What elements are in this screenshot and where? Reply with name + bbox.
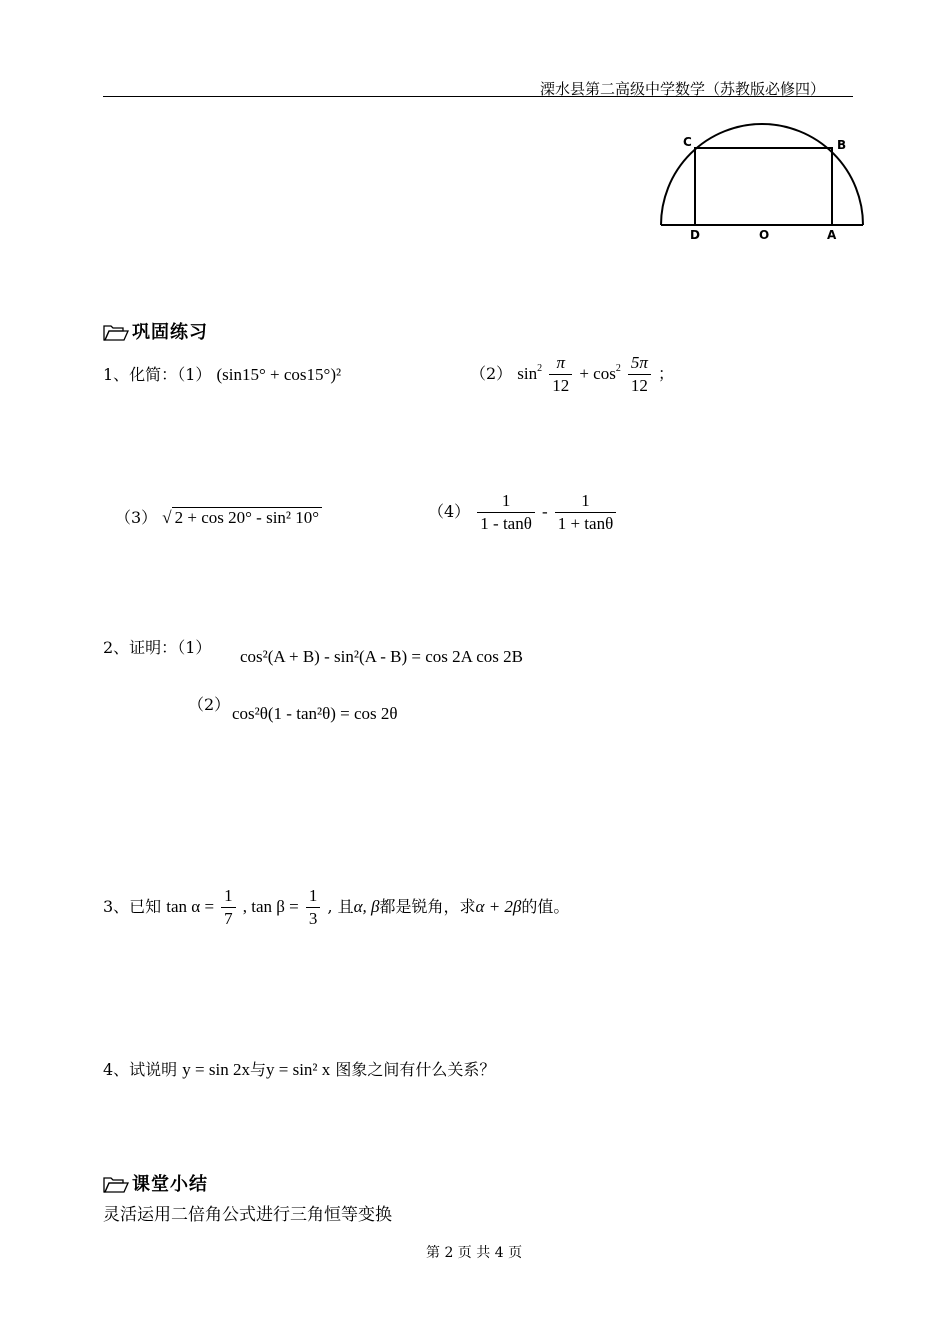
section-practice-heading	[103, 318, 208, 344]
q1-p1-label: （1）	[177, 365, 212, 384]
frac4-numerator: 1	[555, 490, 617, 513]
folder-icon	[103, 323, 129, 341]
frac1-numerator: π	[549, 352, 572, 375]
frac1-denominator: 12	[552, 376, 570, 395]
q4-f1: y = sin 2x	[182, 1060, 250, 1079]
section-summary-heading	[103, 1170, 208, 1196]
q1-p4-minus: -	[541, 502, 548, 521]
q2-line1	[103, 635, 211, 658]
q1-p4	[428, 490, 618, 535]
q1-p2-end: ；	[658, 364, 675, 383]
q1-p3	[115, 505, 322, 528]
q1-p2-frac2	[628, 352, 651, 397]
q1-p2-label: （2）	[470, 364, 513, 383]
q3-expr: α + 2β	[475, 897, 522, 916]
q3-rest1: , 且	[327, 897, 354, 916]
q3-frac1	[221, 885, 236, 930]
q3-line	[103, 885, 569, 930]
header-rule	[103, 96, 853, 97]
page-footer: 第 2 页 共 4 页	[426, 1245, 523, 1261]
frac4-denominator: 1 + tanθ	[557, 514, 614, 533]
q1-p2	[470, 352, 674, 397]
q2-p1-expr: cos²(A + B) - sin²(A - B) = cos 2A cos 2B	[240, 647, 523, 666]
q1-p2-sin: sin	[517, 364, 538, 383]
q1-prefix: 1、化简：	[103, 365, 178, 384]
q4-f2: y = sin² x	[265, 1060, 331, 1079]
q1-p2-frac1	[549, 352, 572, 397]
q1-p2-plus-cos: + cos	[579, 364, 616, 383]
q3-frac1-num: 1	[221, 885, 236, 908]
q1-p4-frac1	[477, 490, 535, 535]
section-practice-title: 巩固练习	[132, 322, 208, 343]
q1-p1-expr: (sin15° + cos15°)²	[216, 365, 342, 384]
label-O: O	[759, 228, 770, 242]
q1-p3-expr: 2 + cos 20° - sin² 10°	[172, 507, 322, 528]
q3-tan-a: tan α =	[166, 897, 215, 916]
q1-p4-frac2	[555, 490, 617, 535]
frac3-numerator: 1	[477, 490, 535, 513]
q2-prefix: 2、证明：	[103, 638, 178, 657]
q3-rest2: 都是锐角，求	[379, 897, 476, 916]
frac3-denominator: 1 - tanθ	[480, 514, 532, 533]
q3-prefix: 3、已知	[103, 897, 162, 916]
label-C: C	[683, 135, 692, 149]
q3-frac2-den: 3	[308, 909, 318, 928]
semicircle-figure	[655, 113, 870, 243]
q1-p3-label: （3）	[115, 508, 158, 527]
label-A: A	[827, 228, 837, 242]
q4-prefix: 4、试说明	[103, 1060, 178, 1079]
q3-frac2	[306, 885, 321, 930]
q1-p4-label: （4）	[428, 502, 471, 521]
q4-mid: 与	[249, 1060, 266, 1079]
q4-line	[103, 1057, 495, 1080]
q3-tan-b: , tan β =	[242, 897, 299, 916]
q1-line1	[103, 362, 341, 385]
q3-rest3: 的值。	[521, 897, 570, 916]
frac2-denominator: 12	[630, 376, 648, 395]
q3-ab: α, β	[353, 897, 380, 916]
q1-p2-sup1: 2	[537, 363, 543, 374]
q2-p1-label: （1）	[177, 638, 212, 657]
q1-p3-sqrt: √ 2 + cos 20° - sin² 10°	[162, 507, 322, 528]
section-summary-title: 课堂小结	[132, 1174, 208, 1195]
folder-icon	[103, 1175, 129, 1193]
q3-frac2-num: 1	[306, 885, 321, 908]
label-B: B	[837, 138, 847, 152]
q4-rest: 图象之间有什么关系？	[335, 1060, 496, 1079]
q2-p2-label: （2）	[188, 695, 231, 714]
summary-text: 灵活运用二倍角公式进行三角恒等变换	[103, 1205, 392, 1225]
frac2-numerator: 5π	[628, 352, 651, 375]
page-header: 溧水县第二高级中学数学（苏教版必修四）	[540, 80, 826, 98]
q3-frac1-den: 7	[224, 909, 233, 928]
q2-p2-expr: cos²θ(1 - tan²θ) = cos 2θ	[232, 704, 398, 723]
label-D: D	[690, 228, 700, 242]
q1-p2-sup2: 2	[615, 363, 621, 374]
